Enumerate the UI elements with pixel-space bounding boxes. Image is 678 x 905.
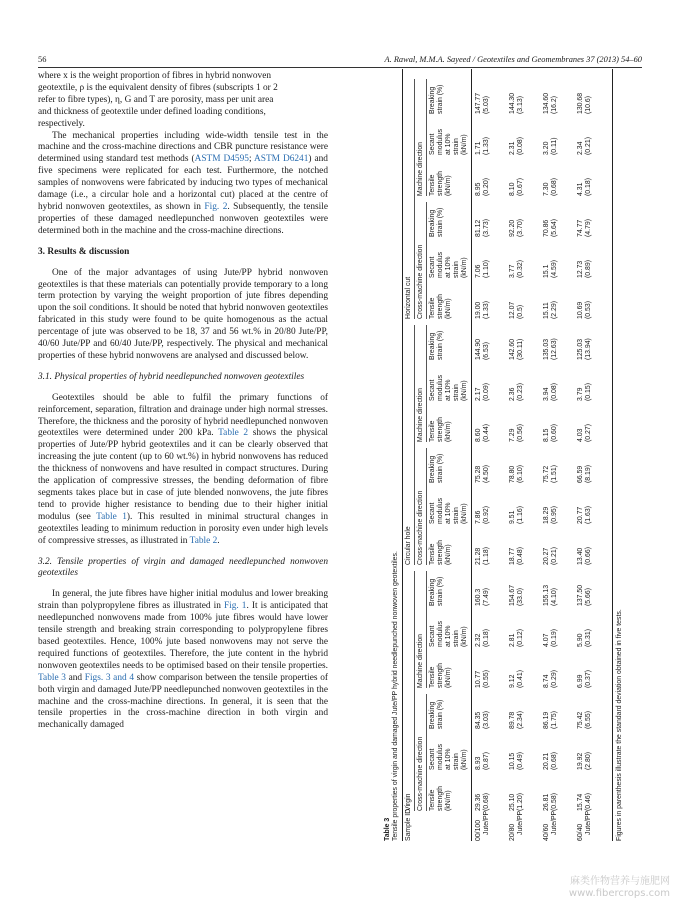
table-cell-sd: (0.23)	[517, 382, 524, 401]
table-cell: 70.86	[543, 219, 550, 237]
table-cell-sd: (7.49)	[483, 587, 490, 606]
column-header: Breaking	[429, 701, 436, 729]
table-cell-sd: (0.08)	[551, 382, 558, 401]
direction-rule	[426, 202, 427, 319]
table-cell-sd: (0.56)	[517, 423, 524, 442]
column-header: Breaking	[429, 578, 436, 606]
column-header: (kN/m)	[445, 544, 452, 565]
sample-id: 60/40	[577, 823, 584, 841]
table-3	[380, 69, 638, 841]
table-cell: 89.78	[509, 711, 516, 729]
group-header: Virgin	[405, 793, 412, 811]
table-cell-sd: (2.80)	[585, 751, 592, 770]
table-cell: 75.72	[543, 465, 550, 483]
table-cell-sd: (1.33)	[483, 136, 490, 155]
table-cell-sd: (0.37)	[585, 669, 592, 688]
section-heading-3: 3. Results & discussion	[38, 246, 130, 257]
table-footnote: Figures in parenthesis illustrate the standard deviation obtained in five tests.	[616, 609, 623, 841]
sample-id: 40/60	[543, 823, 550, 841]
paragraph-results: One of the major advantages of using Jute/PP hybrid nonwoven geotextiles is that these materials can potentially provide temporary to a long term protection by varying the weight proportion of jute fibres depending upon the soil conditions. It should be noted that hybrid nonwoven geotextiles fabricated in this study were found to be quite homogenous as the actual percentage of jute was observed to be 18, 37 and 56 wt.% in 20/80 Jute/PP, 40/60 Jute/PP and 60/40 Jute/PP, respectively. The physical and mechanical properties of these hybrid nonwovens are analysed and discussed below.	[38, 267, 328, 361]
table-cell-sd: (1.20)	[517, 792, 524, 811]
table-cell: 19.00	[475, 301, 482, 319]
column-header: strength	[437, 294, 444, 319]
header-rule	[38, 67, 642, 68]
table-cell: 12.07	[509, 301, 516, 319]
column-header: strength	[437, 171, 444, 196]
table-cell-sd: (0.49)	[517, 751, 524, 770]
table-cell-sd: (1.63)	[585, 505, 592, 524]
table-caption-label: Table 3	[384, 817, 391, 841]
table-cell-sd: (1.18)	[483, 546, 490, 565]
table-cell-sd: (0.31)	[585, 628, 592, 647]
table-cell: 29.36	[475, 793, 482, 811]
table-cell-sd: (4.59)	[551, 259, 558, 278]
column-header: strain	[453, 384, 460, 401]
column-header: strain (%)	[437, 330, 444, 360]
column-header: modulus	[437, 374, 444, 401]
table-cell: 10.15	[509, 752, 516, 770]
table-cell-sd: (3.70)	[517, 218, 524, 237]
table-cell: 7.86	[475, 510, 482, 524]
watermark	[569, 876, 670, 900]
ref-figs-3-4[interactable]: Figs. 3 and 4	[84, 672, 135, 683]
sample-id: Jute/PP	[551, 810, 558, 835]
column-header: strain (%)	[437, 453, 444, 483]
table-cell-sd: (0.27)	[585, 423, 592, 442]
column-header: strain	[453, 138, 460, 155]
direction-rule	[426, 325, 427, 442]
table-cell: 2.17	[475, 387, 482, 401]
column-header: modulus	[437, 251, 444, 278]
table-cell: 18.77	[509, 547, 516, 565]
direction-header: Cross-machine direction	[417, 244, 424, 319]
direction-header: Cross-machine direction	[417, 736, 424, 811]
table-cell-sd: (1.33)	[483, 300, 490, 319]
table-bottom-rule	[612, 69, 613, 841]
table-cell: 8.95	[475, 182, 482, 196]
table-cell-sd: (0.53)	[585, 300, 592, 319]
table-cell: 3.77	[509, 264, 516, 278]
table-caption-text: Tensile properties of virgin and damaged Jute/PP hybrid needlepunched nonwoven geotextiles.	[392, 551, 399, 841]
ref-astm-d4595[interactable]: ASTM D4595	[194, 154, 249, 165]
watermark-line2: www.fibercrops.com	[568, 888, 670, 899]
column-header: modulus	[437, 497, 444, 524]
table-cell: 19.92	[577, 752, 584, 770]
paragraph-tensile: In general, the jute fibres have higher initial modulus and lower breaking strain than polypropylene fibres as illustrated in Fig. 1. It is anticipated that needlepunched nonwovens made from 100% jute fibres would have lower tensile strength and breaking strain corresponding to polypropylene fibres based geotextiles. Hence, 100% jute based nonwovens may not serve the required functions of geotextiles. Therefore, the jute content in the hybrid nonwoven geotextiles needs to be optimised based on their tensile properties. Table 3 and Figs. 3 and 4 show comparison between the tensile properties of both virgin and damaged Jute/PP needlepunched nonwoven geotextiles in the machine and the cross-machine directions. In general, it is seen that the tensile properties in the cross-machine direction in both virgin and mechanically damaged	[38, 589, 329, 731]
table-cell-sd: (0.58)	[551, 792, 558, 811]
table-cell: 8.10	[509, 182, 516, 196]
column-header: strain	[453, 630, 460, 647]
table-cell-sd: (0.18)	[483, 628, 490, 647]
table-cell-sd: (0.95)	[551, 505, 558, 524]
table-cell: 26.81	[543, 793, 550, 811]
table-cell: 9.51	[509, 510, 516, 524]
ref-table-3[interactable]: Table 3	[38, 672, 66, 683]
table-cell: 2.31	[509, 141, 516, 155]
table-cell-sd: (13.94)	[585, 338, 592, 360]
sample-id-header: Sample ID	[405, 808, 412, 841]
table-cell-sd: (1.51)	[551, 464, 558, 483]
column-header: (kN/m)	[445, 298, 452, 319]
table-cell-sd: (0.08)	[517, 136, 524, 155]
table-cell: 1.71	[475, 141, 482, 155]
direction-rule	[426, 448, 427, 565]
table-cell: 134.60	[543, 92, 550, 114]
column-header: Breaking	[429, 332, 436, 360]
table-cell: 12.73	[577, 260, 584, 278]
table-cell: 2.32	[475, 633, 482, 647]
group-header: Horizontal cut	[405, 276, 412, 319]
sample-id: Jute/PP	[517, 810, 524, 835]
table-cell: 8.74	[543, 674, 550, 688]
table-cell-sd: (12.63)	[551, 338, 558, 360]
table-cell-sd: (1.75)	[551, 710, 558, 729]
table-cell: 2.81	[509, 633, 516, 647]
table-cell: 78.80	[509, 465, 516, 483]
column-header: Tensile	[429, 420, 436, 442]
table-cell-sd: (3.03)	[483, 710, 490, 729]
table-cell: 137.50	[577, 584, 584, 606]
table-cell: 66.59	[577, 465, 584, 483]
sample-id: 00/100	[475, 819, 482, 841]
section-heading-3-1: 3.1. Physical properties of hybrid needlepunched nonwoven geotextiles	[38, 371, 305, 382]
column-header: (kN/m)	[461, 503, 468, 524]
table-cell-sd: (0.92)	[483, 505, 490, 524]
column-header: (kN/m)	[445, 175, 452, 196]
table-cell-sd: (4.10)	[551, 587, 558, 606]
table-cell: 7.30	[543, 182, 550, 196]
table-cell-sd: (0.89)	[585, 259, 592, 278]
table-cell-sd: (30.11)	[517, 338, 524, 360]
table-cell: 3.79	[577, 387, 584, 401]
column-header: (kN/m)	[445, 790, 452, 811]
table-cell-sd: (5.64)	[551, 218, 558, 237]
column-header: strain (%)	[437, 576, 444, 606]
column-header: strength	[437, 540, 444, 565]
table-cell: 155.13	[543, 584, 550, 606]
ref-astm-d6241[interactable]: ASTM D6241	[254, 154, 309, 165]
direction-header: Machine direction	[417, 633, 424, 688]
column-header: (kN/m)	[445, 667, 452, 688]
watermark-line1: 麻类作物营养与施肥网	[570, 876, 670, 887]
column-header: strain (%)	[437, 84, 444, 114]
table-cell: 3.94	[543, 387, 550, 401]
table-header-rule	[471, 69, 472, 841]
table-cell-sd: (0.48)	[517, 546, 524, 565]
direction-header: Machine direction	[417, 141, 424, 196]
column-header: (kN/m)	[461, 626, 468, 647]
column-header: Secant	[429, 625, 436, 647]
table-cell-sd: (10.6)	[585, 95, 592, 114]
sample-id: 20/80	[509, 823, 516, 841]
direction-rule	[426, 694, 427, 811]
table-top-rule	[402, 69, 403, 841]
table-cell-sd: (2.29)	[551, 300, 558, 319]
table-cell-sd: (3.13)	[517, 95, 524, 114]
table-cell-sd: (0.5)	[517, 304, 524, 319]
page-number: 56	[38, 55, 47, 64]
column-header: modulus	[437, 128, 444, 155]
table-cell: 20.21	[543, 752, 550, 770]
column-header: Secant	[429, 133, 436, 155]
table-cell: 15.11	[543, 302, 550, 319]
table-3-region	[380, 69, 638, 841]
table-cell: 75.42	[577, 711, 584, 729]
direction-header: Machine direction	[417, 387, 424, 442]
text-column	[38, 71, 328, 732]
table-cell: 10.77	[475, 670, 482, 688]
ref-table-2[interactable]: Table 2	[218, 428, 249, 439]
table-cell: 144.90	[475, 338, 482, 360]
column-header: Tensile	[429, 666, 436, 688]
running-title: A. Rawal, M.M.A. Sayeed / Geotextiles and Geomembranes 37 (2013) 54–60	[384, 55, 642, 64]
column-header: (kN/m)	[445, 421, 452, 442]
table-cell-sd: (4.50)	[483, 464, 490, 483]
table-cell-sd: (0.68)	[551, 177, 558, 196]
table-cell: 9.12	[509, 674, 516, 688]
column-header: strain	[453, 261, 460, 278]
table-cell: 8.60	[475, 428, 482, 442]
table-cell: 74.77	[577, 219, 584, 237]
column-header: strain (%)	[437, 207, 444, 237]
table-cell: 154.67	[509, 584, 516, 606]
column-header: Secant	[429, 502, 436, 524]
direction-rule	[426, 571, 427, 688]
column-header: at 10%	[445, 379, 452, 401]
table-cell: 7.06	[475, 264, 482, 278]
column-header: modulus	[437, 620, 444, 647]
table-cell-sd: (0.60)	[551, 423, 558, 442]
column-header: modulus	[437, 743, 444, 770]
column-header: Tensile	[429, 174, 436, 196]
column-header: Tensile	[429, 789, 436, 811]
table-cell: 15.74	[577, 793, 584, 811]
table-cell-sd: (3.73)	[483, 218, 490, 237]
table-cell-sd: (33.0)	[517, 587, 524, 606]
table-cell: 4.03	[577, 428, 584, 442]
table-cell-sd: (5.03)	[483, 95, 490, 114]
column-header: Breaking	[429, 209, 436, 237]
table-cell-sd: (0.41)	[517, 669, 524, 688]
column-header: (kN/m)	[461, 749, 468, 770]
column-header: strain (%)	[437, 699, 444, 729]
table-cell: 160.3	[475, 588, 482, 606]
paragraph-physical: Geotextiles should be able to fulfil the primary functions of reinforcement, separation, filtration and drainage under high normal stresses. Therefore, the thickness and the porosity of hybrid needlepunched nonwoven geotextiles were determined under 200 kPa. Table 2 shows the physical properties of Jute/PP hybrid geotextiles and it can be clearly observed that increasing the jute content (up to 60 wt.%) in hybrid nonwovens has reduced the thickness of nonwovens and have resulted in compact structures. During the application of compressive stresses, the bending deformation of fibre segments takes place but in case of jute blended nonwovens, the jute fibres tend to provide higher resistance to bending due to their higher initial modulus (see Table 1). This resulted in minimal structural changes in geotextiles leading to minimum reduction in porosity even under high levels of compressive stresses, as illustrated in Table 2.	[38, 392, 329, 546]
group-header: Circular hole	[405, 526, 412, 565]
table-cell: 13.40	[577, 547, 584, 565]
table-cell-sd: (0.11)	[551, 137, 558, 155]
table-cell: 84.35	[475, 711, 482, 729]
table-cell: 4.07	[543, 633, 550, 647]
table-cell: 2.34	[577, 141, 584, 155]
table-cell-sd: (0.32)	[517, 259, 524, 278]
column-header: Breaking	[429, 86, 436, 114]
table-cell-sd: (1.16)	[517, 505, 524, 524]
table-cell: 20.27	[543, 547, 550, 565]
column-header: strength	[437, 663, 444, 688]
table-cell-sd: (0.46)	[585, 792, 592, 811]
column-header: Secant	[429, 379, 436, 401]
table-cell: 20.77	[577, 506, 584, 524]
table-cell-sd: (0.68)	[483, 792, 490, 811]
table-cell: 135.03	[543, 338, 550, 360]
table-cell: 144.30	[509, 92, 516, 114]
table-cell-sd: (0.21)	[551, 546, 558, 565]
table-cell: 147.77	[475, 92, 482, 114]
table-cell-sd: (5.66)	[585, 587, 592, 606]
table-cell: 4.31	[577, 182, 584, 196]
table-cell-sd: (16.2)	[551, 95, 558, 114]
table-cell: 21.28	[475, 547, 482, 565]
sample-id: Jute/PP	[585, 810, 592, 835]
column-header: Tensile	[429, 543, 436, 565]
group-rule	[414, 79, 415, 319]
column-header: at 10%	[445, 625, 452, 647]
table-cell-sd: (0.29)	[551, 669, 558, 688]
table-cell-sd: (0.87)	[483, 751, 490, 770]
table-cell: 6.99	[577, 674, 584, 688]
table-cell-sd: (0.68)	[551, 751, 558, 770]
group-rule	[414, 571, 415, 811]
table-cell-sd: (0.20)	[483, 177, 490, 196]
table-cell: 25.10	[509, 793, 516, 811]
table-cell-sd: (6.10)	[517, 464, 524, 483]
table-cell: 7.29	[509, 428, 516, 442]
table-cell: 18.29	[543, 506, 550, 524]
table-cell-sd: (0.09)	[483, 382, 490, 401]
column-header: (kN/m)	[461, 257, 468, 278]
column-header: strain	[453, 753, 460, 770]
table-cell: 8.93	[475, 756, 482, 770]
column-header: strength	[437, 786, 444, 811]
ref-fig-2[interactable]: Fig. 2	[204, 201, 228, 212]
direction-header: Cross-machine direction	[417, 490, 424, 565]
table-cell: 15.1	[543, 264, 550, 278]
table-cell: 3.20	[543, 141, 550, 155]
column-header: strength	[437, 417, 444, 442]
table-cell-sd: (0.55)	[483, 669, 490, 688]
table-cell-sd: (0.12)	[517, 628, 524, 647]
column-header: (kN/m)	[461, 380, 468, 401]
table-cell: 5.90	[577, 633, 584, 647]
table-cell: 86.19	[543, 711, 550, 729]
group-rule	[414, 325, 415, 565]
paragraph-continuation: where x is the weight proportion of fibres in hybrid nonwoven geotextile, ρ is the equivalent density of fibres (subscripts 1 or 2 refer to fibre types), η, G and T are porosity, mass per unit area and thickness of geotextile under defined loading conditions, respectively.	[38, 71, 278, 129]
table-cell-sd: (6.53)	[483, 341, 490, 360]
table-cell-sd: (0.67)	[517, 177, 524, 196]
table-cell-sd: (1.10)	[483, 259, 490, 278]
column-header: (kN/m)	[461, 134, 468, 155]
column-header: at 10%	[445, 256, 452, 278]
ref-table-1[interactable]: Table 1	[96, 511, 127, 522]
table-cell: 92.20	[509, 219, 516, 237]
table-cell-sd: (0.19)	[551, 628, 558, 647]
table-cell: 125.03	[577, 338, 584, 360]
table-cell: 2.36	[509, 387, 516, 401]
column-header: at 10%	[445, 748, 452, 770]
sample-id: Jute/PP	[483, 810, 490, 835]
column-header: Tensile	[429, 297, 436, 319]
column-header: strain	[453, 507, 460, 524]
table-cell-sd: (0.18)	[585, 177, 592, 196]
table-cell: 10.69	[577, 301, 584, 319]
paragraph-methods: The mechanical properties including wide-width tensile test in the machine and the cross-machine directions and CBR puncture resistance were determined using standard test methods (ASTM D4595; ASTM D6241) and five specimens were replicated for each test. Furthermore, the notched samples of nonwovens were fabricated by inducing two types of mechanical damage (i.e., a circular hole and a horizontal cut) placed at the centre of hybrid nonwoven geotextiles, as shown in Fig. 2. Subsequently, the tensile properties of these damaged needlepunched nonwoven geotextiles were determined both in the machine and the cross-machine directions.	[38, 130, 329, 236]
column-header: at 10%	[445, 502, 452, 524]
table-cell: 130.68	[577, 92, 584, 114]
table-cell-sd: (0.21)	[585, 136, 592, 155]
section-heading-3-2: 3.2. Tensile properties of virgin and damaged needlepunched nonwoven geotextiles	[38, 556, 328, 579]
table-cell-sd: (0.44)	[483, 423, 490, 442]
column-header: Secant	[429, 748, 436, 770]
column-header: Secant	[429, 256, 436, 278]
table-cell-sd: (0.15)	[585, 382, 592, 401]
column-header: at 10%	[445, 133, 452, 155]
ref-table-2-second[interactable]: Table 2	[189, 535, 218, 546]
table-cell-sd: (6.55)	[585, 710, 592, 729]
table-cell: 81.12	[475, 219, 482, 237]
direction-rule	[426, 79, 427, 196]
table-cell-sd: (4.79)	[585, 218, 592, 237]
ref-fig-1[interactable]: Fig. 1	[223, 601, 247, 612]
column-header: Breaking	[429, 455, 436, 483]
table-cell: 142.60	[509, 338, 516, 360]
table-cell: 8.15	[543, 428, 550, 442]
table-cell-sd: (2.34)	[517, 710, 524, 729]
table-cell: 75.28	[475, 465, 482, 483]
table-cell-sd: (0.66)	[585, 546, 592, 565]
table-cell-sd: (8.19)	[585, 464, 592, 483]
